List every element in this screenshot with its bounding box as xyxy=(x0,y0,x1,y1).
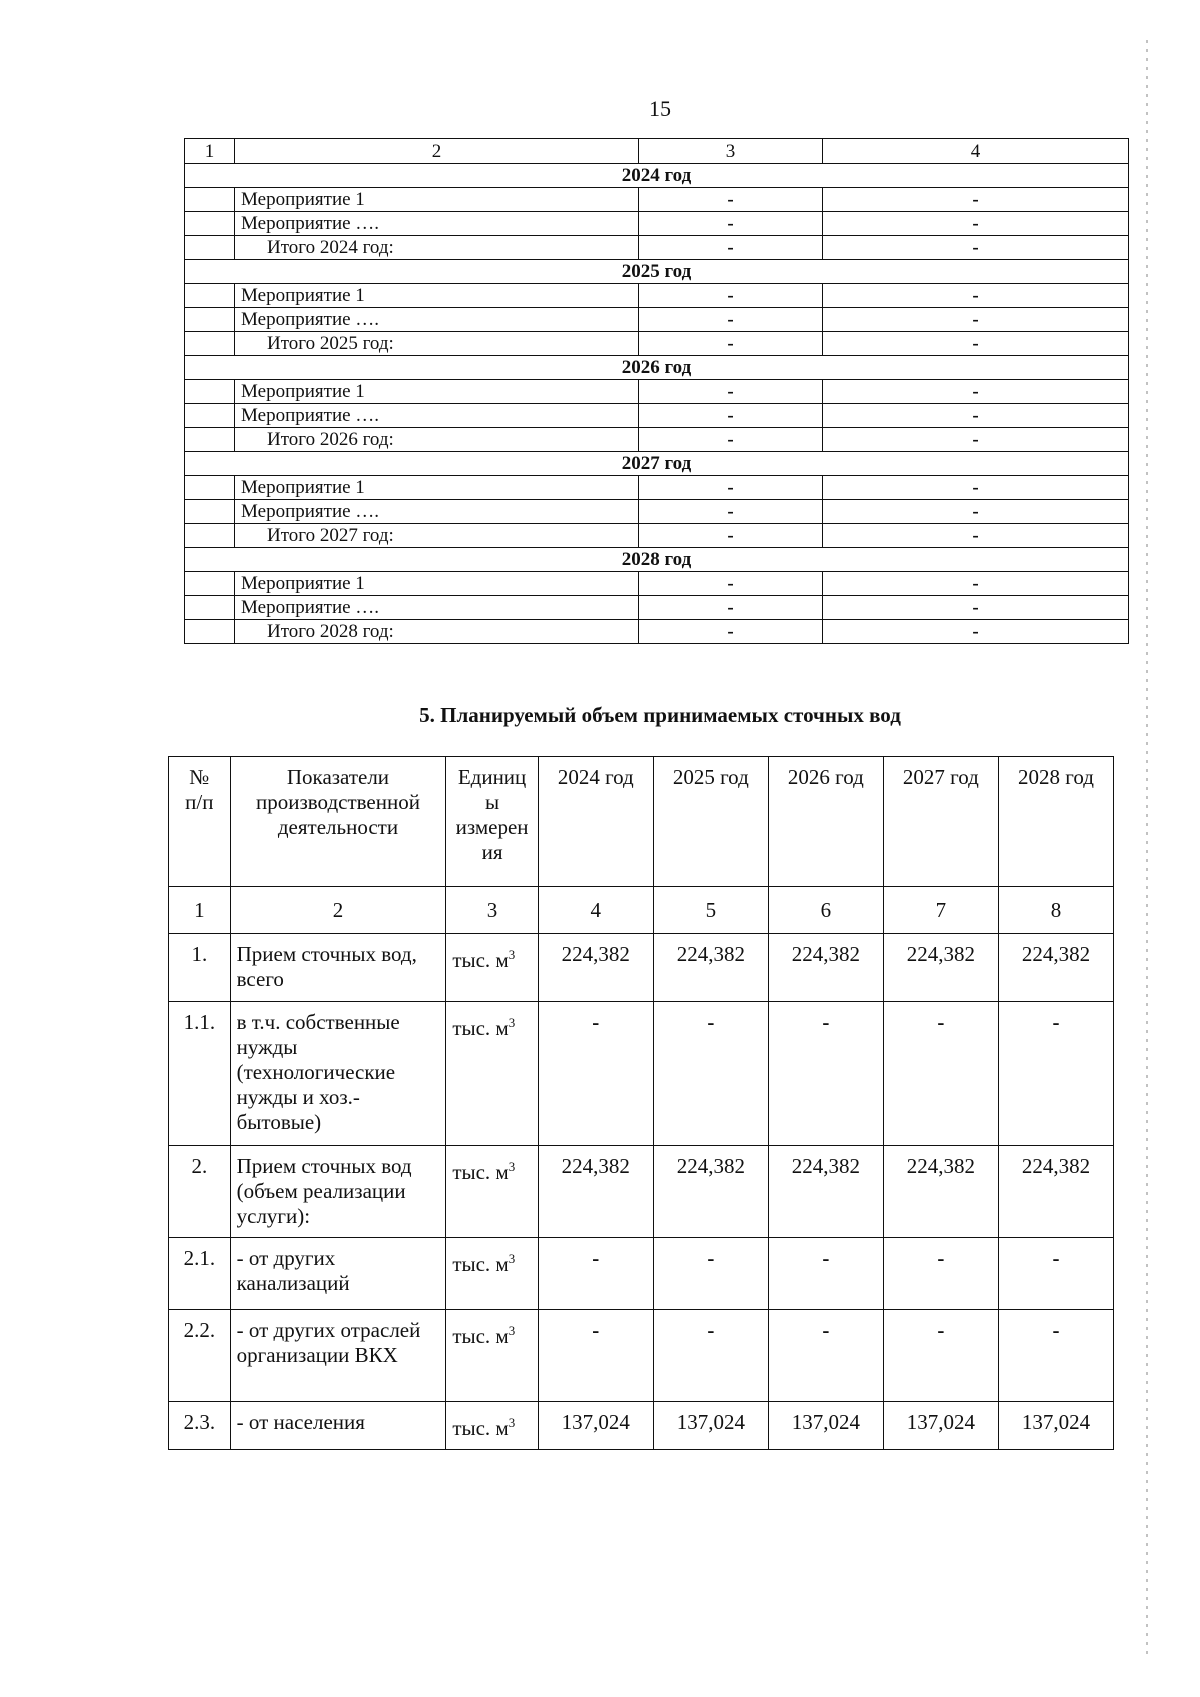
row-index-cell xyxy=(185,572,235,596)
year-value: 224,382 xyxy=(538,934,653,1002)
activities-table-body xyxy=(185,139,1129,644)
activity-name: Мероприятие …. xyxy=(235,500,639,524)
unit-cell xyxy=(446,934,538,1002)
activity-name: Мероприятие 1 xyxy=(235,476,639,500)
year-value: 224,382 xyxy=(883,1146,998,1238)
unit-superscript: 3 xyxy=(508,1159,516,1174)
column-number: 2 xyxy=(230,887,446,934)
column-number: 6 xyxy=(768,887,883,934)
indicator-name: - от населения xyxy=(230,1402,446,1450)
table-row xyxy=(185,572,1129,596)
unit-text: тыс. м xyxy=(452,1416,509,1440)
row-index-cell xyxy=(185,596,235,620)
unit-cell xyxy=(446,1402,538,1450)
year-value: - xyxy=(998,1238,1113,1310)
value-col4: - xyxy=(823,380,1129,404)
year-value: 224,382 xyxy=(883,934,998,1002)
value-col4: - xyxy=(823,188,1129,212)
row-number: 2. xyxy=(169,1146,231,1238)
year-value: 224,382 xyxy=(653,1146,768,1238)
row-index-cell xyxy=(185,500,235,524)
row-index-cell xyxy=(185,236,235,260)
header-cell: 1 xyxy=(185,139,235,164)
unit-cell xyxy=(446,1310,538,1402)
year-value: - xyxy=(653,1310,768,1402)
row-index-cell xyxy=(185,428,235,452)
year-heading-row xyxy=(185,164,1129,188)
value-col4: - xyxy=(823,236,1129,260)
year-value: 137,024 xyxy=(538,1402,653,1450)
year-value: 224,382 xyxy=(653,934,768,1002)
activity-name: Мероприятие 1 xyxy=(235,572,639,596)
table-row xyxy=(185,404,1129,428)
column-number: 8 xyxy=(998,887,1113,934)
wastewater-volume-table xyxy=(168,756,1114,1450)
unit-text: тыс. м xyxy=(452,1016,509,1040)
year-value: - xyxy=(883,1002,998,1146)
table-row xyxy=(169,934,1114,1002)
table-row xyxy=(185,380,1129,404)
year-heading: 2026 год xyxy=(185,356,1129,380)
table-row xyxy=(169,1402,1114,1450)
column-number: 3 xyxy=(446,887,538,934)
unit-superscript: 3 xyxy=(508,1415,516,1430)
year-heading: 2024 год xyxy=(185,164,1129,188)
value-col4: - xyxy=(823,500,1129,524)
value-col3: - xyxy=(639,476,823,500)
total-label: Итого 2025 год: xyxy=(235,332,639,356)
unit-text: тыс. м xyxy=(452,1324,509,1348)
value-col4: - xyxy=(823,404,1129,428)
year-value: 224,382 xyxy=(768,934,883,1002)
year-heading-row xyxy=(185,452,1129,476)
year-value: 137,024 xyxy=(998,1402,1113,1450)
unit-text: тыс. м xyxy=(452,1160,509,1184)
value-col3: - xyxy=(639,500,823,524)
table-row xyxy=(169,1002,1114,1146)
year-heading-row xyxy=(185,260,1129,284)
row-number: 1. xyxy=(169,934,231,1002)
year-value: - xyxy=(538,1238,653,1310)
activity-name: Мероприятие 1 xyxy=(235,188,639,212)
value-col3: - xyxy=(639,404,823,428)
activities-table xyxy=(184,138,1129,644)
unit-superscript: 3 xyxy=(508,1251,516,1266)
year-heading: 2027 год xyxy=(185,452,1129,476)
year-value: - xyxy=(768,1310,883,1402)
table-row xyxy=(185,476,1129,500)
row-index-cell xyxy=(185,284,235,308)
total-row xyxy=(185,332,1129,356)
unit-cell xyxy=(446,1238,538,1310)
value-col3: - xyxy=(639,620,823,644)
year-heading: 2025 год xyxy=(185,260,1129,284)
year-value: - xyxy=(883,1310,998,1402)
column-number-row xyxy=(169,887,1114,934)
head-year: 2026 год xyxy=(768,757,883,887)
value-col3: - xyxy=(639,212,823,236)
year-value: 137,024 xyxy=(883,1402,998,1450)
value-col4: - xyxy=(823,572,1129,596)
section-title: 5. Планируемый объем принимаемых сточных вод xyxy=(419,703,901,727)
page-number: 15 xyxy=(649,96,671,121)
activity-name: Мероприятие …. xyxy=(235,404,639,428)
row-number: 1.1. xyxy=(169,1002,231,1146)
value-col3: - xyxy=(639,332,823,356)
table-row xyxy=(185,212,1129,236)
value-col4: - xyxy=(823,332,1129,356)
year-value: - xyxy=(768,1238,883,1310)
value-col4: - xyxy=(823,284,1129,308)
table-row xyxy=(169,1238,1114,1310)
total-label: Итого 2027 год: xyxy=(235,524,639,548)
year-value: - xyxy=(998,1310,1113,1402)
total-row xyxy=(185,524,1129,548)
year-heading: 2028 год xyxy=(185,548,1129,572)
value-col3: - xyxy=(639,572,823,596)
value-col4: - xyxy=(823,428,1129,452)
header-cell: 4 xyxy=(823,139,1129,164)
scan-edge-artifact xyxy=(1146,40,1148,1660)
activity-name: Мероприятие 1 xyxy=(235,284,639,308)
year-value: 224,382 xyxy=(768,1146,883,1238)
total-label: Итого 2026 год: xyxy=(235,428,639,452)
year-heading-row xyxy=(185,548,1129,572)
table-row xyxy=(169,1310,1114,1402)
header-cell: 2 xyxy=(235,139,639,164)
unit-cell xyxy=(446,1146,538,1238)
unit-superscript: 3 xyxy=(508,1323,516,1338)
total-row xyxy=(185,428,1129,452)
value-col3: - xyxy=(639,596,823,620)
total-label: Итого 2028 год: xyxy=(235,620,639,644)
year-heading-row xyxy=(185,356,1129,380)
row-index-cell xyxy=(185,620,235,644)
table-row xyxy=(185,308,1129,332)
indicator-name: - от других канализаций xyxy=(230,1238,446,1310)
table-row xyxy=(185,188,1129,212)
head-year: 2027 год xyxy=(883,757,998,887)
row-index-cell xyxy=(185,188,235,212)
unit-superscript: 3 xyxy=(508,1015,516,1030)
row-index-cell xyxy=(185,332,235,356)
row-index-cell xyxy=(185,380,235,404)
year-value: - xyxy=(653,1238,768,1310)
year-value: 137,024 xyxy=(768,1402,883,1450)
indicator-name: Прием сточных вод (объем реализации услуги): xyxy=(230,1146,446,1238)
column-number: 4 xyxy=(538,887,653,934)
value-col3: - xyxy=(639,380,823,404)
table-row xyxy=(185,500,1129,524)
year-value: - xyxy=(883,1238,998,1310)
table-row xyxy=(169,1146,1114,1238)
value-col4: - xyxy=(823,596,1129,620)
value-col4: - xyxy=(823,476,1129,500)
indicator-name: - от других отраслей организации ВКХ xyxy=(230,1310,446,1402)
activity-name: Мероприятие …. xyxy=(235,596,639,620)
year-value: 224,382 xyxy=(998,1146,1113,1238)
head-year: 2024 год xyxy=(538,757,653,887)
activity-name: Мероприятие 1 xyxy=(235,380,639,404)
value-col4: - xyxy=(823,524,1129,548)
wastewater-volume-table-body xyxy=(169,757,1114,1450)
value-col3: - xyxy=(639,308,823,332)
year-value: - xyxy=(998,1002,1113,1146)
column-number: 7 xyxy=(883,887,998,934)
value-col4: - xyxy=(823,620,1129,644)
year-value: - xyxy=(538,1002,653,1146)
unit-cell xyxy=(446,1002,538,1146)
row-index-cell xyxy=(185,308,235,332)
year-value: - xyxy=(538,1310,653,1402)
value-col4: - xyxy=(823,212,1129,236)
unit-text: тыс. м xyxy=(452,948,509,972)
activities-table-header xyxy=(185,139,1129,164)
row-number: 2.2. xyxy=(169,1310,231,1402)
year-value: 224,382 xyxy=(538,1146,653,1238)
value-col3: - xyxy=(639,188,823,212)
row-index-cell xyxy=(185,476,235,500)
value-col3: - xyxy=(639,524,823,548)
value-col3: - xyxy=(639,284,823,308)
unit-text: тыс. м xyxy=(452,1252,509,1276)
head-num: № п/п xyxy=(169,757,231,887)
activity-name: Мероприятие …. xyxy=(235,212,639,236)
year-value: - xyxy=(768,1002,883,1146)
indicator-name: Прием сточных вод, всего xyxy=(230,934,446,1002)
value-col4: - xyxy=(823,308,1129,332)
indicator-name: в т.ч. собственные нужды (технологические нужды и хоз.-бытовые) xyxy=(230,1002,446,1146)
header-cell: 3 xyxy=(639,139,823,164)
table-head-row xyxy=(169,757,1114,887)
head-unit: Единиц ы измерен ия xyxy=(446,757,538,887)
year-value: - xyxy=(653,1002,768,1146)
row-number: 2.1. xyxy=(169,1238,231,1310)
year-value: 137,024 xyxy=(653,1402,768,1450)
column-number: 5 xyxy=(653,887,768,934)
year-value: 224,382 xyxy=(998,934,1113,1002)
total-row xyxy=(185,620,1129,644)
row-number: 2.3. xyxy=(169,1402,231,1450)
row-index-cell xyxy=(185,212,235,236)
value-col3: - xyxy=(639,428,823,452)
head-indicator: Показатели производственной деятельности xyxy=(230,757,446,887)
value-col3: - xyxy=(639,236,823,260)
table-row xyxy=(185,284,1129,308)
row-index-cell xyxy=(185,404,235,428)
unit-superscript: 3 xyxy=(508,947,516,962)
table-row xyxy=(185,596,1129,620)
activity-name: Мероприятие …. xyxy=(235,308,639,332)
total-row xyxy=(185,236,1129,260)
row-index-cell xyxy=(185,524,235,548)
head-year: 2025 год xyxy=(653,757,768,887)
total-label: Итого 2024 год: xyxy=(235,236,639,260)
head-year: 2028 год xyxy=(998,757,1113,887)
column-number: 1 xyxy=(169,887,231,934)
